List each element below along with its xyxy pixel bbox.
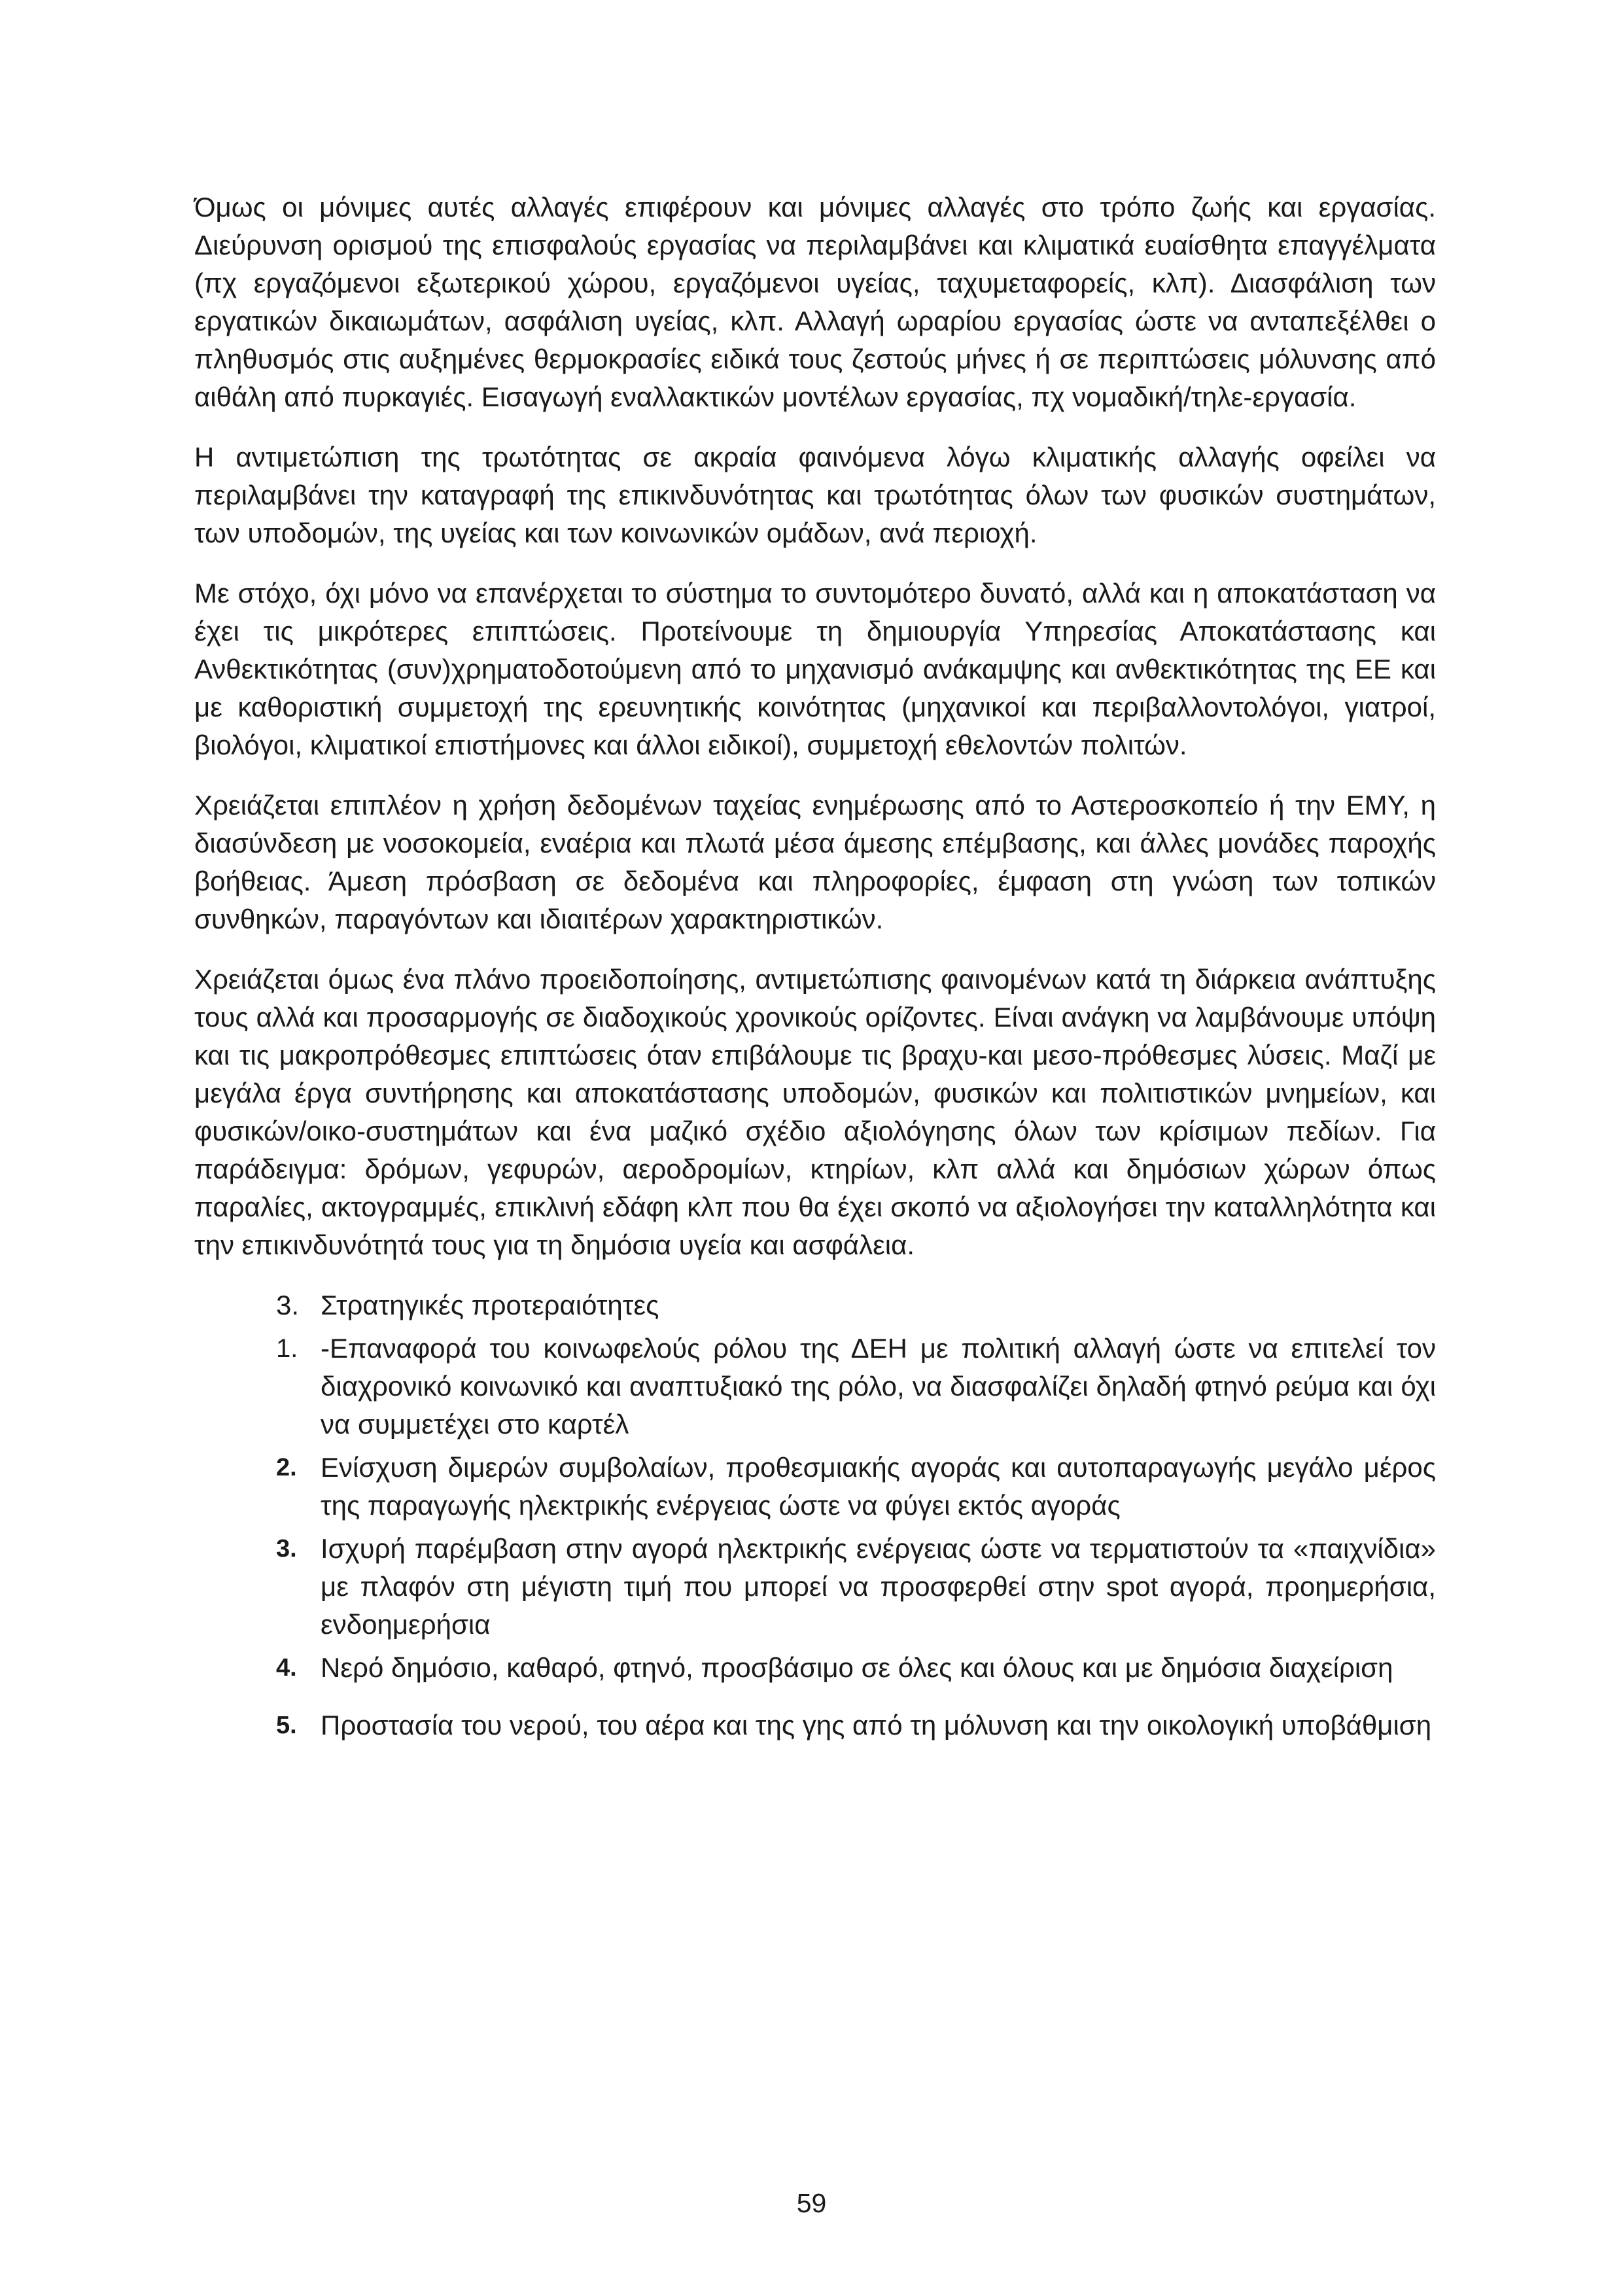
paragraph-restoration-service: Με στόχο, όχι μόνο να επανέρχεται το σύστημα το συντομότερο δυνατό, αλλά και η αποκατάσταση να έχει τις μικρότερες επιπτώσεις. Προτείνουμε τη δημιουργία Υπηρεσίας Αποκατάστασης και Ανθεκτικότητας (συν)χρηματοδοτούμενη από το μηχανισμό ανάκαμψης και ανθεκτικότητας της ΕΕ και με καθοριστική συμμετοχή της ερευνητικής κοινότητας (μηχανικοί και περιβαλλοντολόγοι, γιατροί, βιολόγοι, κλιματικοί επιστήμονες και άλλοι ειδικοί), συμμετοχή εθελοντών πολιτών. bbox=[194, 578, 1436, 760]
list-item-text: -Επαναφορά του κοινωφελούς ρόλου της ΔΕΗ με πολιτική αλλαγή ώστε να επιτελεί τον διαχρονικό κοινωνικό και αναπτυξιακό της ρόλο, να διασφαλίζει δηλαδή φτηνό ρεύμα και όχι να συμμετέχει στο καρτέλ bbox=[321, 1333, 1436, 1439]
paragraph-vulnerability: Η αντιμετώπιση της τρωτότητας σε ακραία φαινόμενα λόγω κλιματικής αλλαγής οφείλει να περιλαμβάνει την καταγραφή της επικινδυνότητας και τρωτότητας όλων των φυσικών συστημάτων, των υποδομών, της υγείας και των κοινωνικών ομάδων, ανά περιοχή. bbox=[194, 442, 1436, 548]
paragraph-warning-plan: Χρειάζεται όμως ένα πλάνο προειδοποίησης, αντιμετώπισης φαινομένων κατά τη διάρκεια ανάπτυξης τους αλλά και προσαρμογής σε διαδοχικούς χρονικούς ορίζοντες. Είναι ανάγκη να λαμβάνουμε υπόψη και τις μακροπρόθεσμες επιπτώσεις όταν επιβάλουμε τις βραχυ-και μεσο-πρόθεσμες λύσεις. Μαζί με μεγάλα έργα συντήρησης και αποκατάστασης υποδομών, φυσικών και πολιτιστικών μνημείων, και φυσικών/οικο-συστημάτων και ένα μαζικό σχέδιο αξιολόγησης όλων των κρίσιμων πεδίων. Για παράδειγμα: δρόμων, γεφυρών, αεροδρομίων, κτηρίων, κλπ αλλά και δημόσιων χώρων όπως παραλίες, ακτογραμμές, επικλινή εδάφη κλπ που θα έχει σκοπό να αξιολογήσει την καταλληλότητα και την επικινδυνότητά τους για τη δημόσια υγεία και ασφάλεια. bbox=[194, 964, 1436, 1260]
list-item bbox=[276, 1530, 1436, 1644]
list-item bbox=[276, 1449, 1436, 1525]
list-item-text: Ισχυρή παρέμβαση στην αγορά ηλεκτρικής ενέργειας ώστε να τερματιστούν τα «παιχνίδια» με πλαφόν στη μέγιστη τιμή που μπορεί να προσφερθεί στην spot αγορά, προημερήσια, ενδοημερήσια bbox=[321, 1533, 1436, 1640]
list-item-text: Ενίσχυση διμερών συμβολαίων, προθεσμιακής αγοράς και αυτοπαραγωγής μεγάλο μέρος της παραγωγής ηλεκτρικής ενέργειας ώστε να φύγει εκτός αγοράς bbox=[321, 1452, 1436, 1521]
page-content bbox=[194, 188, 1436, 1750]
list-item-text: Νερό δημόσιο, καθαρό, φτηνό, προσβάσιμο σε όλες και όλους και με δημόσια διαχείριση bbox=[321, 1652, 1393, 1683]
list-item-number: 5. bbox=[276, 1712, 297, 1739]
paragraph-rapid-data: Χρειάζεται επιπλέον η χρήση δεδομένων ταχείας ενημέρωσης από το Αστεροσκοπείο ή την ΕΜΥ, η διασύνδεση με νοσοκομεία, εναέρια και πλωτά μέσα άμεσης επέμβασης, και άλλες μονάδες παροχής βοήθειας. Άμεση πρόσβαση σε δεδομένα και πληροφορίες, έμφαση στη γνώση των τοπικών συνθηκών, παραγόντων και ιδιαιτέρων χαρακτηριστικών. bbox=[194, 790, 1436, 934]
section-heading-number: 3. bbox=[276, 1290, 300, 1320]
page-number: 59 bbox=[796, 2188, 827, 2218]
section-heading bbox=[276, 1286, 1436, 1324]
paragraph-permanent-changes: Όμως οι μόνιμες αυτές αλλαγές επιφέρουν και μόνιμες αλλαγές στο τρόπο ζωής και εργασίας. Διεύρυνση ορισμού της επισφαλούς εργασίας να περιλαμβάνει και κλιματικά ευαίσθητα επαγγέλματα (πχ εργαζόμενοι εξωτερικού χώρου, εργαζόμενοι υγείας, ταχυμεταφορείς, κλπ). Διασφάλιση των εργατικών δικαιωμάτων, ασφάλιση υγείας, κλπ. Αλλαγή ωραρίου εργασίας ώστε να ανταπεξέλθει ο πληθυσμός στις αυξημένες θερμοκρασίες ειδικά τους ζεστούς μήνες ή σε περιπτώσεις μόλυνσης από αιθάλη από πυρκαγιές. Εισαγωγή εναλλακτικών μοντέλων εργασίας, πχ νομαδική/τηλε-εργασία. bbox=[194, 192, 1436, 412]
list-item-number: 2. bbox=[276, 1454, 297, 1481]
list-item bbox=[276, 1330, 1436, 1443]
list-item-number: 1. bbox=[276, 1334, 298, 1363]
list-item-number: 3. bbox=[276, 1535, 297, 1563]
section-heading-text: Στρατηγικές προτεραιότητες bbox=[321, 1290, 659, 1320]
list-item-text: Προστασία του νερού, του αέρα και της γης από τη μόλυνση και την οικολογική υποβάθμιση bbox=[321, 1710, 1432, 1740]
list-item bbox=[276, 1706, 1436, 1744]
list-item-number: 4. bbox=[276, 1654, 297, 1682]
list-item bbox=[276, 1649, 1436, 1687]
numbered-list bbox=[194, 1330, 1436, 1744]
